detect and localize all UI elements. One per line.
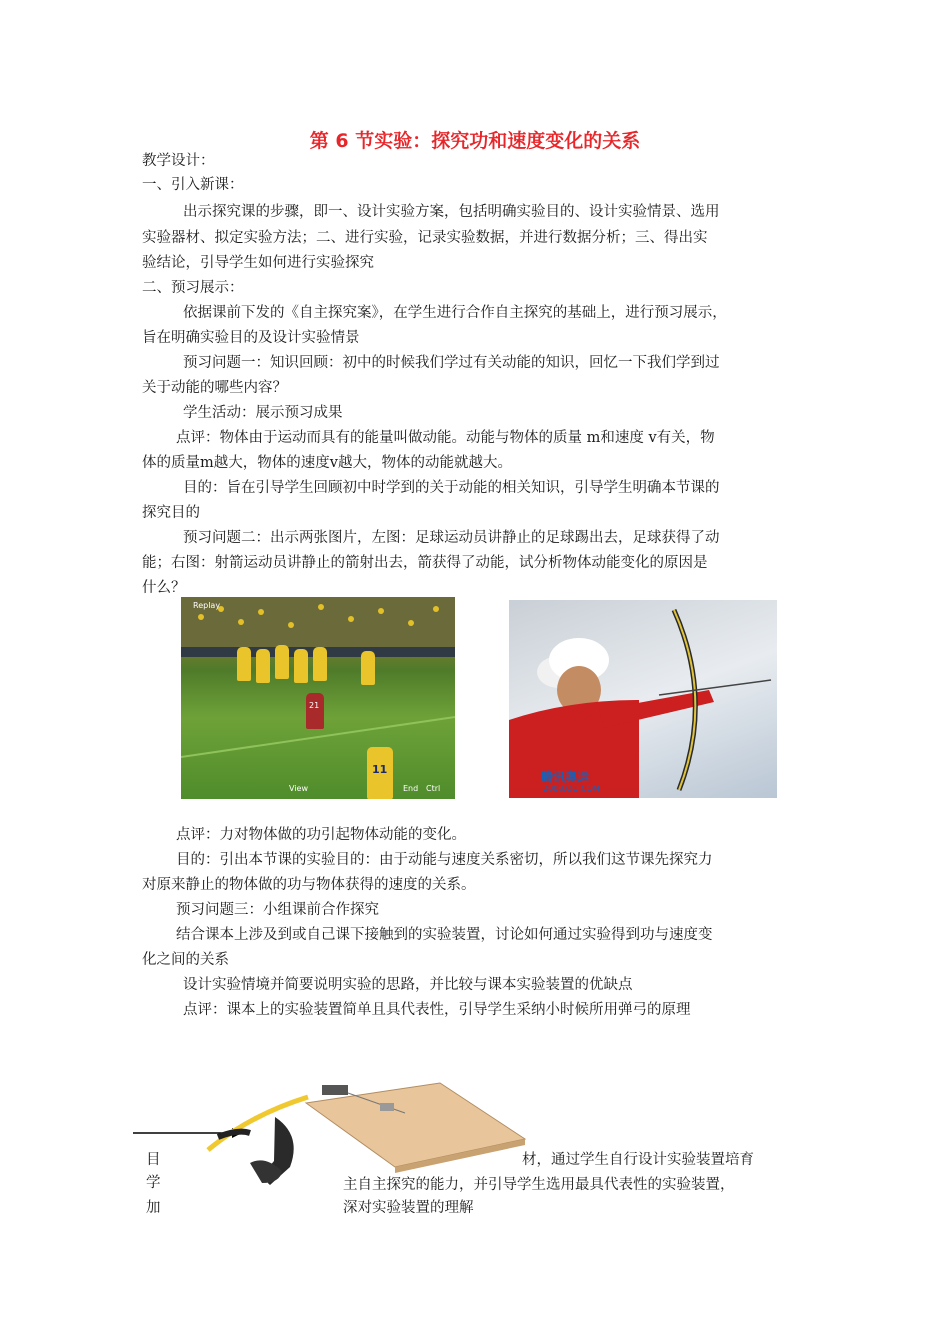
text-line: 什么？ xyxy=(142,580,186,596)
text-line: 点评：课本上的实验装置简单且具代表性，引导学生采纳小时候所用弹弓的原理 xyxy=(183,1002,691,1018)
text-line: 主自主探究的能力，并引导学生选用最具代表性的实验装置， xyxy=(343,1177,735,1193)
player-figure xyxy=(237,647,251,681)
replay-label: Replay xyxy=(193,601,221,610)
text-line: 化之间的关系 xyxy=(142,952,229,968)
text-line: 一、引入新课： xyxy=(142,177,244,193)
watermark: 腾讯奥运 xyxy=(541,770,590,784)
jersey-number: 11 xyxy=(372,763,388,776)
text-line: 验结论，引导学生如何进行实验探究 xyxy=(142,255,374,271)
text-line: 实验器材、拟定实验方法；二、进行实验，记录实验数据，并进行数据分析；三、得出实 xyxy=(142,230,708,246)
text-line: 预习问题一：知识回顾：初中的时候我们学过有关动能的知识，回忆一下我们学到过 xyxy=(183,355,720,371)
player-figure xyxy=(275,645,289,679)
text-line: 预习问题三：小组课前合作探究 xyxy=(176,902,379,918)
text-line: 出示探究课的步骤，即一、设计实验方案，包括明确实验目的、设计实验情景、选用 xyxy=(183,204,720,220)
player-figure xyxy=(256,649,270,683)
watermark-url: 2008.QQ.COM xyxy=(543,784,600,793)
text-line: 目的：旨在引导学生回顾初中时学到的关于动能的相关知识，引导学生明确本节课的 xyxy=(183,480,720,496)
text-line: 点评：物体由于运动而具有的能量叫做动能。动能与物体的质量 m和速度 v有关，物 xyxy=(176,430,715,446)
text-line: 加 xyxy=(146,1200,161,1216)
text-line: 材，通过学生自行设计实验装置培育 xyxy=(522,1152,754,1168)
player-figure xyxy=(361,651,375,685)
player-figure xyxy=(294,649,308,683)
text-line: 探究目的 xyxy=(142,505,200,521)
text-line: 对原来静止的物体做的功与物体获得的速度的关系。 xyxy=(142,877,476,893)
page-title: 第 6 节实验：探究功和速度变化的关系 xyxy=(309,130,641,152)
text-line: 学生活动：展示预习成果 xyxy=(183,405,343,421)
text-line: 关于动能的哪些内容？ xyxy=(142,380,287,396)
text-line: 依据课前下发的《自主探究案》，在学生进行合作自主探究的基础上，进行预习展示， xyxy=(183,305,727,321)
text-line: 目 xyxy=(146,1152,161,1168)
end-label: End xyxy=(403,784,419,793)
text-line: 教学设计： xyxy=(142,153,215,169)
text-line: 预习问题二：出示两张图片，左图：足球运动员讲静止的足球踢出去，足球获得了动 xyxy=(183,530,720,546)
player-figure xyxy=(306,693,324,729)
text-line: 二、预习展示： xyxy=(142,280,244,296)
soccer-image xyxy=(181,597,455,799)
ctrl-label: Ctrl xyxy=(426,784,441,793)
player-figure xyxy=(313,647,327,681)
archery-image xyxy=(509,600,777,798)
text-line: 设计实验情境并简要说明实验的思路，并比较与课本实验装置的优缺点 xyxy=(183,977,633,993)
text-line: 学 xyxy=(146,1175,161,1191)
text-line: 能；右图：射箭运动员讲静止的箭射出去，箭获得了动能，试分析物体动能变化的原因是 xyxy=(142,555,708,571)
text-line: 旨在明确实验目的及设计实验情景 xyxy=(142,330,360,346)
jersey-number: 21 xyxy=(309,701,320,710)
text-line: 目的：引出本节课的实验目的：由于动能与速度关系密切，所以我们这节课先探究力 xyxy=(176,852,713,868)
text-line: 体的质量m越大，物体的速度v越大，物体的动能就越大。 xyxy=(142,455,512,471)
view-label: View xyxy=(289,784,308,793)
text-line: 点评：力对物体做的功引起物体动能的变化。 xyxy=(176,827,466,843)
text-line: 结合课本上涉及到或自己课下接触到的实验装置，讨论如何通过实验得到功与速度变 xyxy=(176,927,713,943)
text-line: 深对实验装置的理解 xyxy=(343,1200,474,1216)
